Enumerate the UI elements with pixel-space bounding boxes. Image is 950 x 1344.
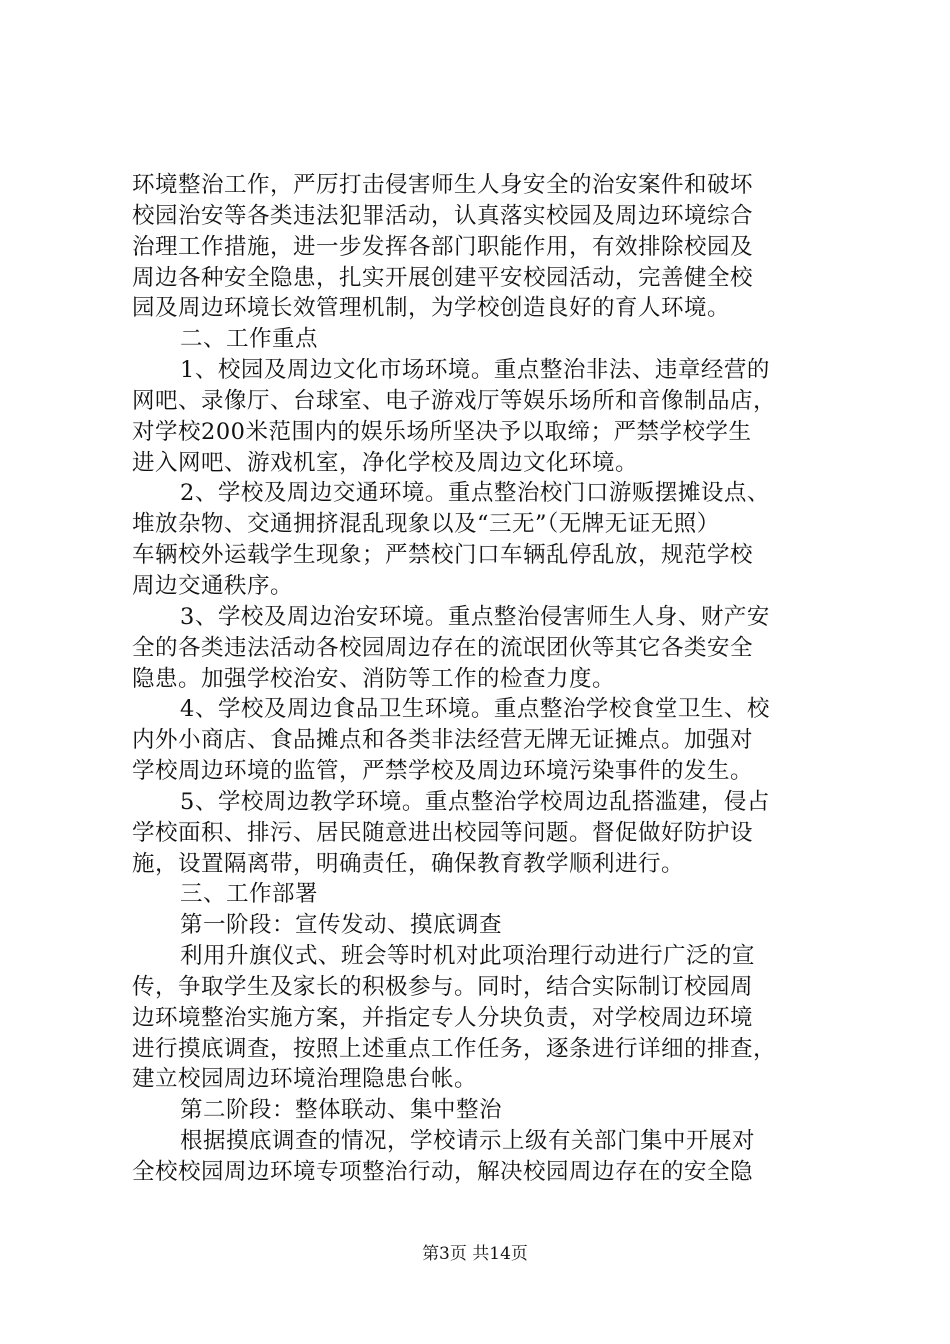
text-line: 车辆校外运载学生现象；严禁校门口车辆乱停乱放，规范学校	[132, 542, 754, 569]
text-line: 全的各类违法活动各校园周边存在的流氓团伙等其它各类安全	[132, 634, 754, 661]
text-line: 治理工作措施，进一步发挥各部门职能作用，有效排除校园及	[132, 233, 754, 260]
text-line: 2、学校及周边交通环境。重点整治校门口游贩摆摊设点、	[180, 480, 770, 507]
text-line: 对学校200米范围内的娱乐场所坚决予以取缔；严禁学校学生	[132, 418, 752, 445]
text-line: 校园治安等各类违法犯罪活动，认真落实校园及周边环境综合	[132, 202, 754, 229]
section-heading: 二、工作重点	[180, 326, 319, 353]
text-line: 环境整治工作，严厉打击侵害师生人身安全的治安案件和破坏	[132, 172, 754, 198]
text-line: 边环境整治实施方案，并指定专人分块负责，对学校周边环境	[132, 1004, 754, 1031]
text-line: 周边交通秩序。	[132, 572, 294, 599]
text-line: 全校校园周边环境专项整治行动，解决校园周边存在的安全隐	[132, 1159, 754, 1185]
text-line: 园及周边环境长效管理机制，为学校创造良好的育人环境。	[132, 295, 731, 322]
document-body	[132, 170, 832, 1188]
text-line: 1、校园及周边文化市场环境。重点整治非法、违章经营的	[180, 357, 770, 384]
text-line: 学校周边环境的监管，严禁学校及周边环境污染事件的发生。	[132, 758, 754, 785]
page-number-footer: 第3页 共14页	[422, 1244, 528, 1264]
text-line: 内外小商店、食品摊点和各类非法经营无牌无证摊点。加强对	[132, 727, 754, 754]
text-line: 传，争取学生及家长的积极参与。同时，结合实际制订校园周	[132, 973, 754, 1000]
text-line: 网吧、录像厅、台球室、电子游戏厅等娱乐场所和音像制品店，	[132, 387, 777, 414]
text-line: 施，设置隔离带，明确责任，确保教育教学顺利进行。	[132, 850, 685, 877]
text-line: 利用升旗仪式、班会等时机对此项治理行动进行广泛的宣	[180, 943, 756, 970]
subsection-heading: 第一阶段：宣传发动、摸底调查	[180, 912, 503, 939]
text-line: 周边各种安全隐患，扎实开展创建平安校园活动，完善健全校	[132, 264, 754, 291]
text-line: 5、学校周边教学环境。重点整治学校周边乱搭滥建，侵占	[180, 788, 770, 815]
text-line: 4、学校及周边食品卫生环境。重点整治学校食堂卫生、校	[180, 696, 770, 723]
subsection-heading: 第二阶段：整体联动、集中整治	[180, 1097, 503, 1124]
section-heading: 三、工作部署	[180, 881, 319, 908]
text-line: 3、学校及周边治安环境。重点整治侵害师生人身、财产安	[180, 603, 770, 630]
text-line: 根据摸底调查的情况，学校请示上级有关部门集中开展对	[180, 1128, 756, 1155]
text-line: 隐患。加强学校治安、消防等工作的检查力度。	[132, 665, 616, 692]
text-line: 进行摸底调查，按照上述重点工作任务，逐条进行详细的排查，	[132, 1035, 777, 1062]
text-line: 进入网吧、游戏机室，净化学校及周边文化环境。	[132, 449, 639, 476]
text-line: 学校面积、排污、居民随意进出校园等问题。督促做好防护设	[132, 819, 754, 846]
text-line: 建立校园周边环境治理隐患台帐。	[132, 1066, 478, 1093]
text-line: 堆放杂物、交通拥挤混乱现象以及“三无”（无牌无证无照）	[132, 511, 720, 538]
